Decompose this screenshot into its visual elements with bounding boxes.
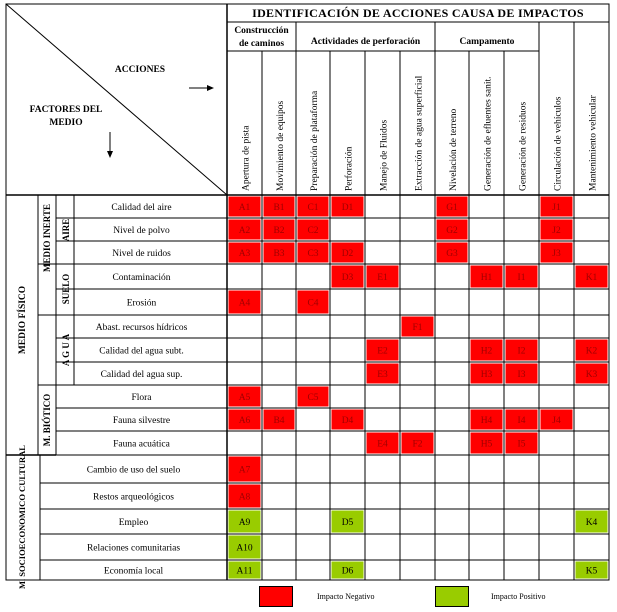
impact-code: I3 <box>517 370 526 380</box>
legend-positive-label: Impacto Positivo <box>491 592 546 601</box>
impact-code: H1 <box>480 273 493 283</box>
impact-code: G1 <box>446 203 458 213</box>
impact-code: J2 <box>552 226 561 236</box>
impact-code: E4 <box>377 439 388 450</box>
action-label: Manejo de Fluidos <box>379 119 390 191</box>
corner-diagonal <box>6 4 227 195</box>
impact-code: C2 <box>307 226 319 236</box>
action-label: Generación de efluentes sanit. <box>483 76 494 191</box>
action-label: Nivelación de terreno <box>449 108 459 191</box>
factor-label: Relaciones comunitarias <box>86 543 181 554</box>
impact-code: F2 <box>412 439 423 450</box>
impact-code: D4 <box>341 416 354 426</box>
impact-code: I1 <box>517 273 526 283</box>
action-label: Circulación de vehículos <box>553 96 564 191</box>
impact-code: C5 <box>307 393 319 403</box>
action-group-label: Construcción <box>234 26 289 36</box>
impact-code: A9 <box>238 518 251 528</box>
factor-label: Empleo <box>118 518 149 528</box>
action-label: Movimiento de equipos <box>276 100 286 191</box>
impact-code: A5 <box>238 393 251 403</box>
impact-code: D2 <box>341 249 354 259</box>
impact-code: H5 <box>480 439 493 450</box>
impact-code: K4 <box>585 518 598 528</box>
impact-code: B3 <box>273 249 285 259</box>
impact-code: K5 <box>585 566 598 577</box>
impact-code: K2 <box>585 346 598 357</box>
impact-code: D3 <box>341 273 354 283</box>
factor-label: Abast. recursos hídricos <box>95 323 188 333</box>
impact-code: F1 <box>412 323 423 333</box>
factor-label: Fauna acuática <box>113 439 170 450</box>
impact-code: H4 <box>480 416 493 426</box>
factor-label: Erosión <box>126 298 157 309</box>
impact-code: E2 <box>377 346 388 357</box>
impact-code: A3 <box>238 249 251 259</box>
factor-label: Nivel de polvo <box>113 226 170 236</box>
factor-label: Contaminación <box>112 273 171 283</box>
action-group-label: Actividades de perforación <box>310 37 421 47</box>
impact-code: C1 <box>307 203 319 213</box>
aire-label: AIRE <box>61 218 71 242</box>
biotico-label: M. BIÓTICO <box>42 393 52 447</box>
impact-code: A8 <box>238 492 251 503</box>
impact-code: J3 <box>552 249 561 259</box>
impact-code: A2 <box>238 226 251 236</box>
factor-label: Flora <box>131 393 152 403</box>
impact-code: A7 <box>238 465 251 476</box>
impact-code: I5 <box>517 439 526 450</box>
factor-label: Nivel de ruidos <box>112 249 171 259</box>
impact-code: B4 <box>273 416 285 426</box>
factor-label: Calidad del aire <box>111 203 172 213</box>
factores-label-line2: MEDIO <box>49 118 83 128</box>
impact-code: C3 <box>307 249 319 259</box>
arrow-down-icon <box>107 132 113 158</box>
impact-code: A1 <box>238 203 251 213</box>
impact-code: K1 <box>585 273 598 283</box>
impact-code: J1 <box>552 203 561 213</box>
impact-code: I4 <box>517 416 526 426</box>
medio-fisico-label: MEDIO FÍSICO <box>18 285 28 355</box>
impact-code: D1 <box>341 203 354 213</box>
acciones-label: ACCIONES <box>114 65 166 75</box>
action-label: Mantenimiento vehicular <box>588 95 599 191</box>
impact-code: B2 <box>273 226 285 236</box>
suelo-label: SUELO <box>61 273 71 305</box>
factor-label: Calidad del agua subt. <box>99 346 184 357</box>
impact-code: K3 <box>585 370 598 380</box>
socio-label: M. SOCIOECONOMICO CULTURAL <box>17 445 27 589</box>
action-label: Preparación de plataforma <box>310 90 320 191</box>
agua-label: A G U A <box>61 333 71 367</box>
impact-code: B1 <box>273 203 285 213</box>
matrix-title: IDENTIFICACIÓN DE ACCIONES CAUSA DE IMPACTOS <box>252 6 584 20</box>
impact-code: G3 <box>446 249 458 259</box>
factor-label: Economía local <box>103 566 164 577</box>
action-label: Extracción de agua superficial <box>414 75 425 191</box>
factor-label: Restos arqueológicos <box>92 492 175 503</box>
impact-code: A11 <box>236 566 253 577</box>
arrow-right-icon <box>189 85 214 91</box>
impact-code: H3 <box>480 370 493 380</box>
action-label: Perforación <box>344 146 355 191</box>
impact-code: I2 <box>517 346 526 357</box>
action-group-label-line2: de caminos <box>238 39 285 49</box>
impact-code: A10 <box>236 543 253 554</box>
impact-code: H2 <box>480 346 493 357</box>
factores-label-line1: FACTORES DEL <box>29 105 103 115</box>
factor-label: Cambio de uso del suelo <box>86 465 181 476</box>
action-label: Apertura de pista <box>241 125 252 191</box>
impact-code: A6 <box>238 416 251 426</box>
action-label: Generación de residuos <box>518 101 529 191</box>
factor-label: Calidad del agua sup. <box>100 370 183 380</box>
factor-label: Fauna silvestre <box>112 416 171 426</box>
medio-inerte-label: MEDIO INERTE <box>42 204 52 272</box>
impact-code: D6 <box>341 566 354 577</box>
legend-positive-swatch <box>435 586 469 607</box>
action-group-label: Campamento <box>459 37 515 47</box>
impact-code: A4 <box>238 298 251 309</box>
legend-negative-label: Impacto Negativo <box>317 592 375 601</box>
legend-negative-swatch <box>259 586 293 607</box>
impact-code: C4 <box>307 298 319 309</box>
impact-code: D5 <box>341 518 354 528</box>
impact-code: G2 <box>446 226 458 236</box>
impact-code: J4 <box>552 416 561 426</box>
impact-code: E3 <box>377 370 388 380</box>
impact-code: E1 <box>377 273 388 283</box>
